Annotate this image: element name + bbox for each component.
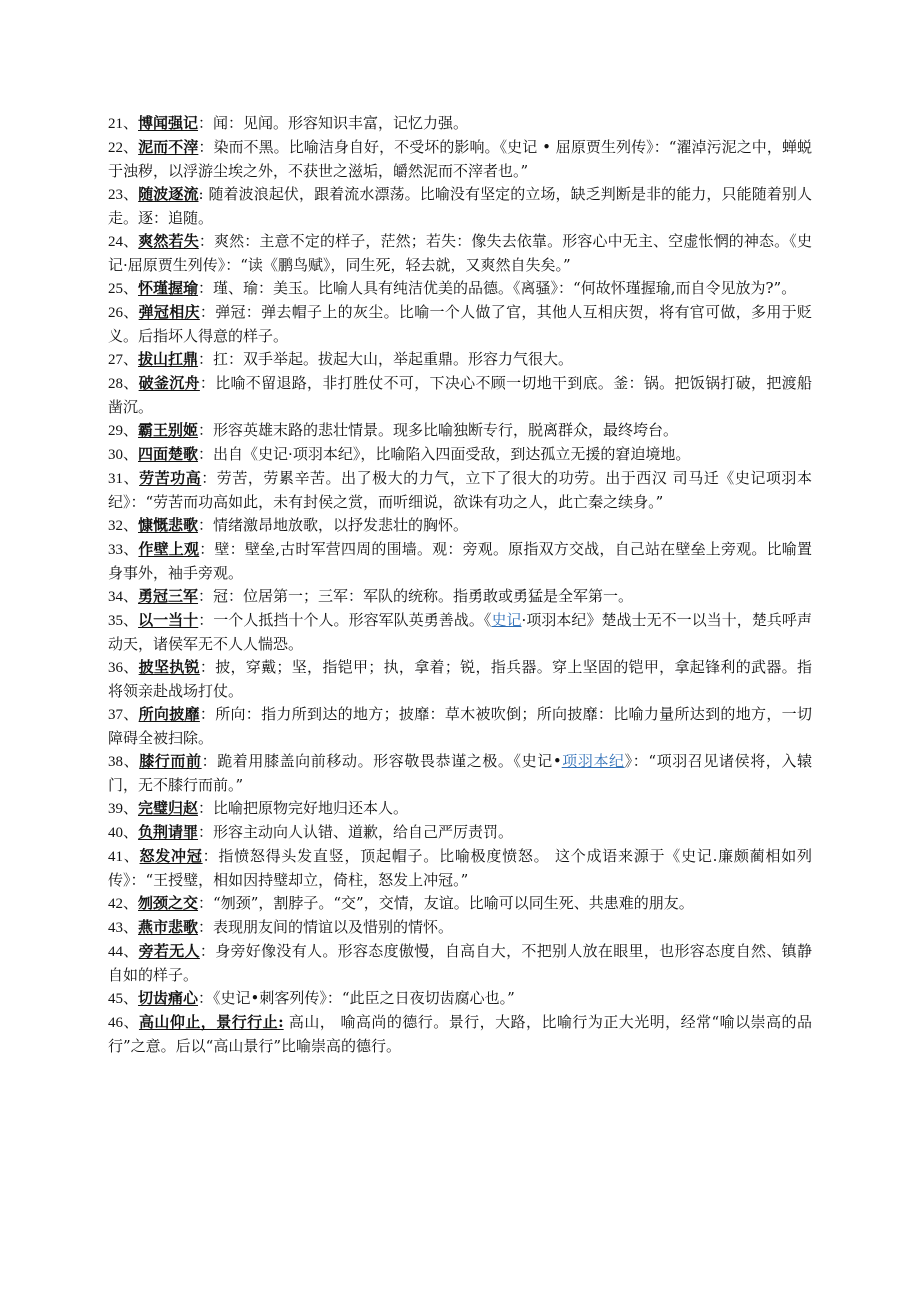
list-item: 39、完璧归赵：比喻把原物完好地归还本人。 xyxy=(108,799,409,817)
list-item: 25、怀瑾握瑜：瑾、瑜：美玉。比喻人具有纯洁优美的品德。《离骚》：“何故怀瑾握瑜,而自令见放为?”。 xyxy=(108,279,797,297)
list-item: 33、作壁上观：壁：壁垒,古时军营四周的围墙。观：旁观。原指双方交战，自己站在壁垒上旁观。比喻置身事外，袖手旁观。 xyxy=(108,540,812,582)
idiom-term: 勇冠三军 xyxy=(138,587,199,605)
idiom-term: 泥而不滓 xyxy=(138,138,199,156)
list-item: 28、破釜沉舟：比喻不留退路，非打胜仗不可，下决心不顾一切地干到底。釜：锅。把饭锅打破，把渡船凿沉。 xyxy=(108,374,812,416)
idiom-term: 刎颈之交 xyxy=(138,894,199,912)
idiom-term: 披坚执锐 xyxy=(138,658,200,676)
idiom-term: 膝行而前 xyxy=(139,752,202,770)
idiom-term: 劳苦功高 xyxy=(139,469,202,487)
idiom-term: 四面楚歌 xyxy=(138,445,199,463)
list-item: 45、切齿痛心：《史记•刺客列传》：“此臣之日夜切齿腐心也。” xyxy=(108,989,515,1007)
list-item: 41、怒发冲冠：指愤怒得头发直竖，顶起帽子。比喻极度愤怒。 这个成语来源于《史记.廉颇蔺相如列传》：“王授璧，相如因持璧却立，倚柱，怒发上冲冠。” xyxy=(108,847,812,889)
idiom-term: 切齿痛心 xyxy=(138,989,199,1007)
idiom-term: 高山仰止，景行行止: xyxy=(138,1013,284,1031)
idiom-term: 破釜沉舟 xyxy=(138,374,200,392)
list-item: 42、刎颈之交：“刎颈”，割脖子。“交”，交情，友谊。比喻可以同生死、共患难的朋友。 xyxy=(108,894,694,912)
list-item: 22、泥而不滓：染而不黑。比喻洁身自好，不受坏的影响。《史记 • 屈原贾生列传》：“濯淖污泥之中，蝉蜕于浊秽，以浮游尘埃之外，不获世之滋垢，皭然泥而不滓者也。” xyxy=(108,138,812,180)
idiom-term: 旁若无人 xyxy=(138,942,200,960)
idiom-term: 随波逐流 xyxy=(138,185,199,203)
idiom-term: 所向披靡 xyxy=(138,705,200,723)
list-item: 36、披坚执锐：披，穿戴；坚，指铠甲；执，拿着；锐，指兵器。穿上坚固的铠甲，拿起锋利的武器。指将领亲赴战场打仗。 xyxy=(108,658,812,700)
idiom-term: 慷慨悲歌 xyxy=(138,516,199,534)
list-item: 26、弹冠相庆：弹冠：弹去帽子上的灰尘。比喻一个人做了官，其他人互相庆贺，将有官可做，多用于贬义。后指坏人得意的样子。 xyxy=(108,303,812,345)
xiangyu-benji-link[interactable]: 项羽本纪 xyxy=(561,752,625,770)
idiom-term: 弹冠相庆 xyxy=(138,303,200,321)
list-item: 37、所向披靡：所向：指力所到达的地方；披靡：草木被吹倒；所向披靡：比喻力量所达到的地方，一切障碍全被扫除。 xyxy=(108,705,812,747)
list-item: 46、高山仰止，景行行止: 高山， 喻高尚的德行。景行，大路，比喻行为正大光明，经常“喻以崇高的品行”之意。后以“高山景行”比喻崇高的德行。 xyxy=(108,1013,812,1055)
list-item: 31、劳苦功高：劳苦，劳累辛苦。出了极大的力气，立下了很大的功劳。出于西汉 司马迁《史记项羽本纪》：“劳苦而功高如此，未有封侯之赏，而听细说，欲诛有功之人，此亡秦之续身。” xyxy=(108,469,812,511)
shiji-link[interactable]: 史记 xyxy=(491,611,522,629)
idiom-term: 爽然若失 xyxy=(138,232,199,250)
list-item: 44、旁若无人：身旁好像没有人。形容态度傲慢，自高自大，不把别人放在眼里，也形容态度自然、镇静自如的样子。 xyxy=(108,942,812,984)
list-item: 40、负荆请罪：形容主动向人认错、道歉，给自己严厉责罚。 xyxy=(108,823,514,841)
list-item: 29、霸王别姬：形容英雄末路的悲壮情景。现多比喻独断专行，脱离群众，最终垮台。 xyxy=(108,421,679,439)
list-item: 23、随波逐流: 随着波浪起伏，跟着流水漂荡。比喻没有坚定的立场，缺乏判断是非的能力，只能随着别人走。逐：追随。 xyxy=(108,185,812,227)
idiom-term: 霸王别姬 xyxy=(138,421,199,439)
idiom-term: 以一当十 xyxy=(138,611,199,629)
list-item: 35、以一当十：一个人抵挡十个人。形容军队英勇善战。《史记·项羽本纪》楚战士无不一以当十，楚兵呼声动天，诸侯军无不人人惴恐。 xyxy=(108,611,812,653)
idiom-term: 拔山扛鼎 xyxy=(138,350,199,368)
document-body xyxy=(108,112,812,1058)
list-item: 34、勇冠三军：冠：位居第一；三军：军队的统称。指勇敢或勇猛是全军第一。 xyxy=(108,587,634,605)
idiom-term: 怀瑾握瑜 xyxy=(138,279,199,297)
list-item: 30、四面楚歌：出自《史记·项羽本纪》，比喻陷入四面受敌，到达孤立无援的窘迫境地。 xyxy=(108,445,691,463)
list-item: 27、拔山扛鼎：扛：双手举起。拔起大山，举起重鼎。形容力气很大。 xyxy=(108,350,574,368)
idiom-term: 燕市悲歌 xyxy=(138,918,199,936)
list-item: 32、慷慨悲歌：情绪激昂地放歌，以抒发悲壮的胸怀。 xyxy=(108,516,469,534)
idiom-term: 完璧归赵 xyxy=(138,799,199,817)
list-item: 21、博闻强记：闻：见闻。形容知识丰富，记忆力强。 xyxy=(108,114,469,132)
idiom-term: 怒发冲冠 xyxy=(139,847,203,865)
idiom-term: 作壁上观 xyxy=(138,540,200,558)
list-item: 38、膝行而前：跪着用膝盖向前移动。形容敬畏恭谨之极。《史记•项羽本纪》：“项羽召见诸侯将，入辕门，无不膝行而前。” xyxy=(108,752,812,794)
list-item: 24、爽然若失：爽然：主意不定的样子，茫然；若失：像失去依靠。形容心中无主、空虚怅惘的神态。《史记·屈原贾生列传》：“读《鹏鸟赋》，同生死，轻去就，又爽然自失矣。” xyxy=(108,232,812,274)
list-item: 43、燕市悲歌：表现朋友间的情谊以及惜别的情怀。 xyxy=(108,918,454,936)
idiom-term: 博闻强记 xyxy=(138,114,199,132)
idiom-term: 负荆请罪 xyxy=(138,823,199,841)
